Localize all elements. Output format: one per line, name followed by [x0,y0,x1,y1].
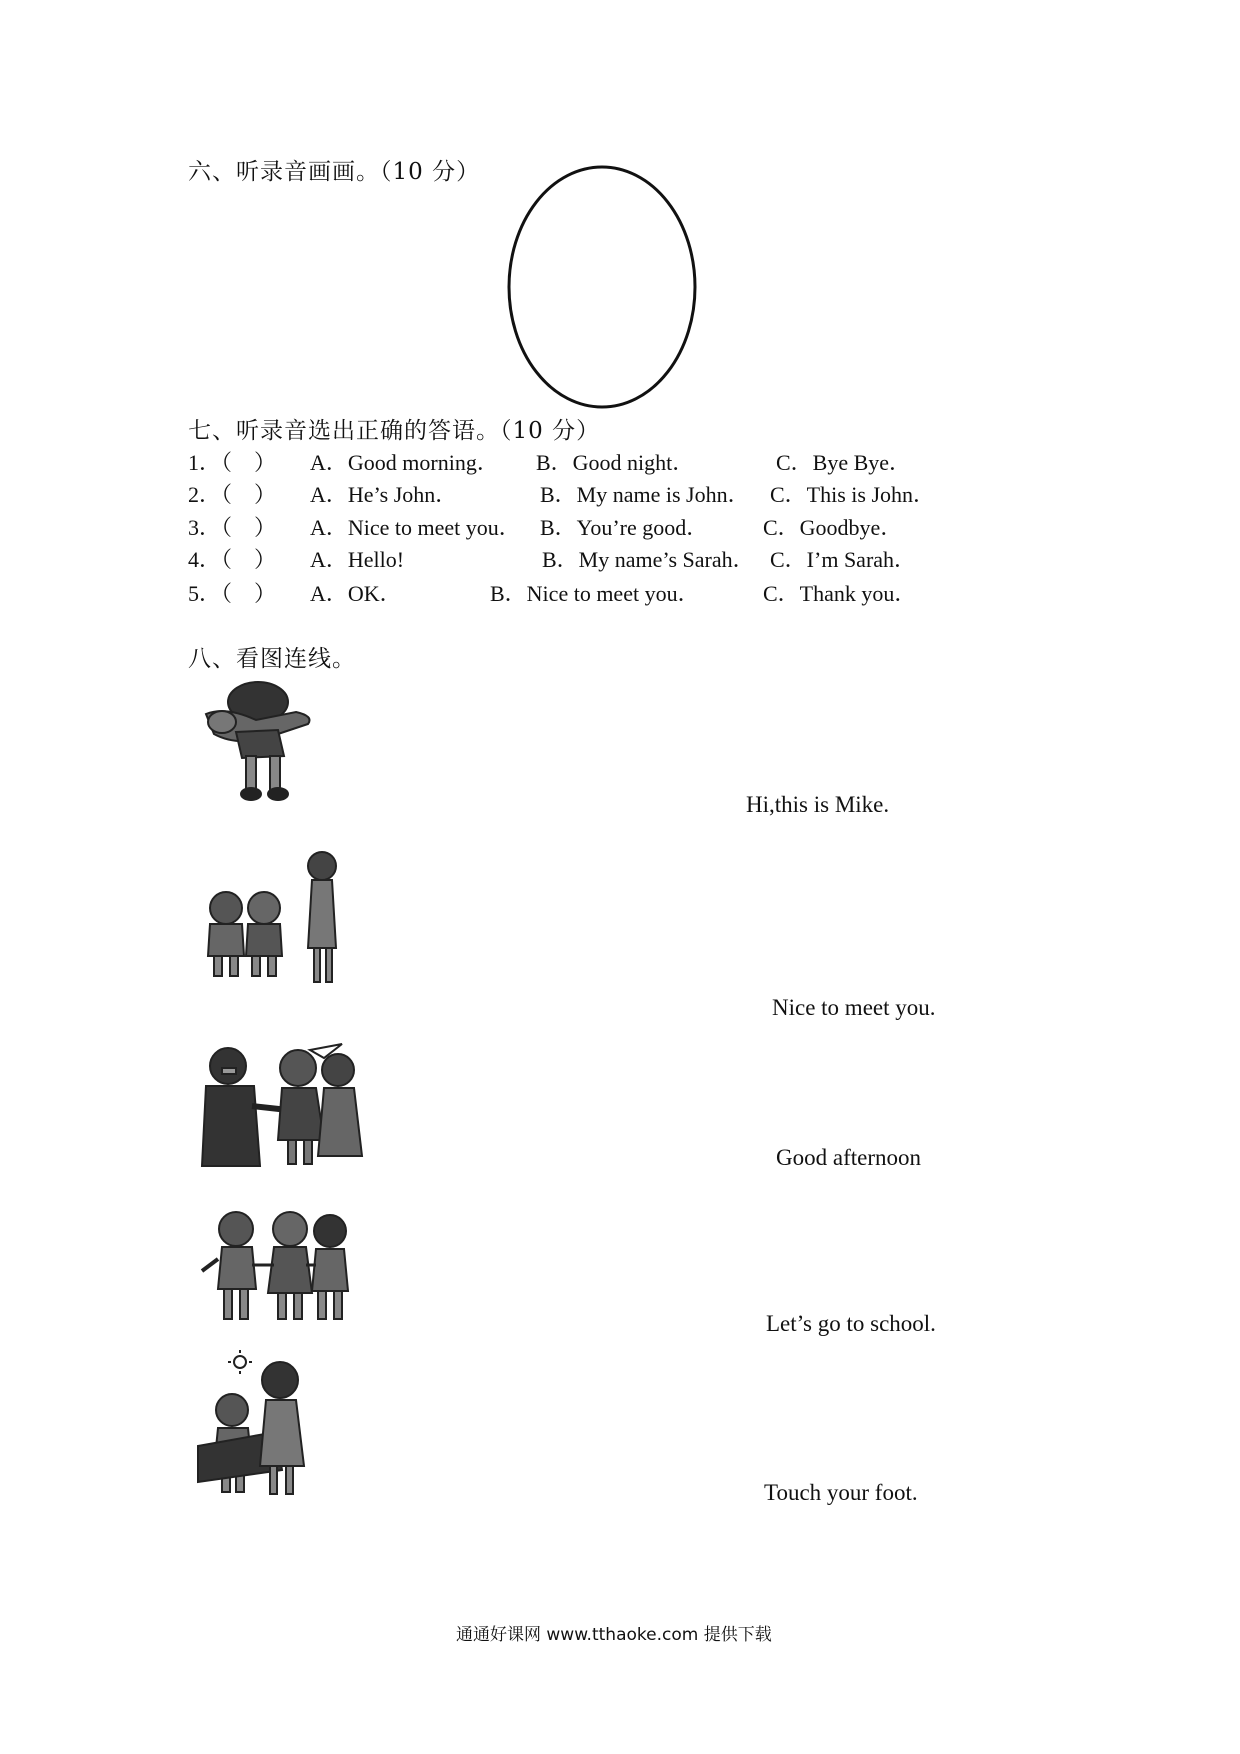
section6-heading: 六、听录音画画。（10 分） [188,159,481,185]
match-phrase-2[interactable]: Nice to meet you. [772,995,936,1020]
picture-good-afternoon[interactable] [196,1350,326,1500]
question-row-2 [0,478,1240,508]
option-b: B．My name is John． [540,482,750,507]
option-a: A．Nice to meet you． [310,515,521,540]
picture-touch-foot[interactable] [196,676,326,806]
question-number[interactable]: 4．（ ） [188,547,277,572]
picture-go-to-school[interactable] [198,1205,358,1330]
question-number[interactable]: 2．（ ） [188,482,277,507]
option-b: B．Good night． [536,450,695,475]
option-c: C．Goodbye． [763,515,903,540]
footer-text: 通通好课网 www.tthaoke.com 提供下载 [456,1625,772,1645]
option-a: A．OK． [310,581,402,606]
picture-handshake[interactable] [192,1040,372,1170]
option-c: C．This is John． [770,482,936,507]
option-a: A．Hello! [310,547,405,572]
question-row-1 [0,446,1240,476]
question-number[interactable]: 3．（ ） [188,515,277,540]
section7-heading: 七、听录音选出正确的答语。（10 分） [188,418,601,444]
option-b: B．My name’s Sarah． [542,547,755,572]
match-phrase-5[interactable]: Touch your foot. [764,1480,918,1505]
question-row-4 [0,543,1240,573]
option-a: A．Good morning． [310,450,499,475]
match-phrase-1[interactable]: Hi,this is Mike. [746,792,890,817]
option-c: C．Bye Bye． [776,450,912,475]
option-c: C．I’m Sarah． [770,547,917,572]
question-number[interactable]: 1．（ ） [188,450,277,475]
drawing-oval[interactable] [502,163,702,415]
question-row-3 [0,511,1240,541]
picture-introduction[interactable] [186,848,346,988]
option-b: B．Nice to meet you． [490,581,700,606]
question-row-5 [0,577,1240,607]
section8-heading: 八、看图连线。 [188,646,356,672]
option-a: A．He’s John． [310,482,458,507]
match-phrase-4[interactable]: Let’s go to school. [766,1311,936,1336]
option-b: B．You’re good． [540,515,709,540]
option-c: C．Thank you． [763,581,917,606]
match-phrase-3[interactable]: Good afternoon [776,1145,921,1170]
question-number[interactable]: 5．（ ） [188,581,277,606]
